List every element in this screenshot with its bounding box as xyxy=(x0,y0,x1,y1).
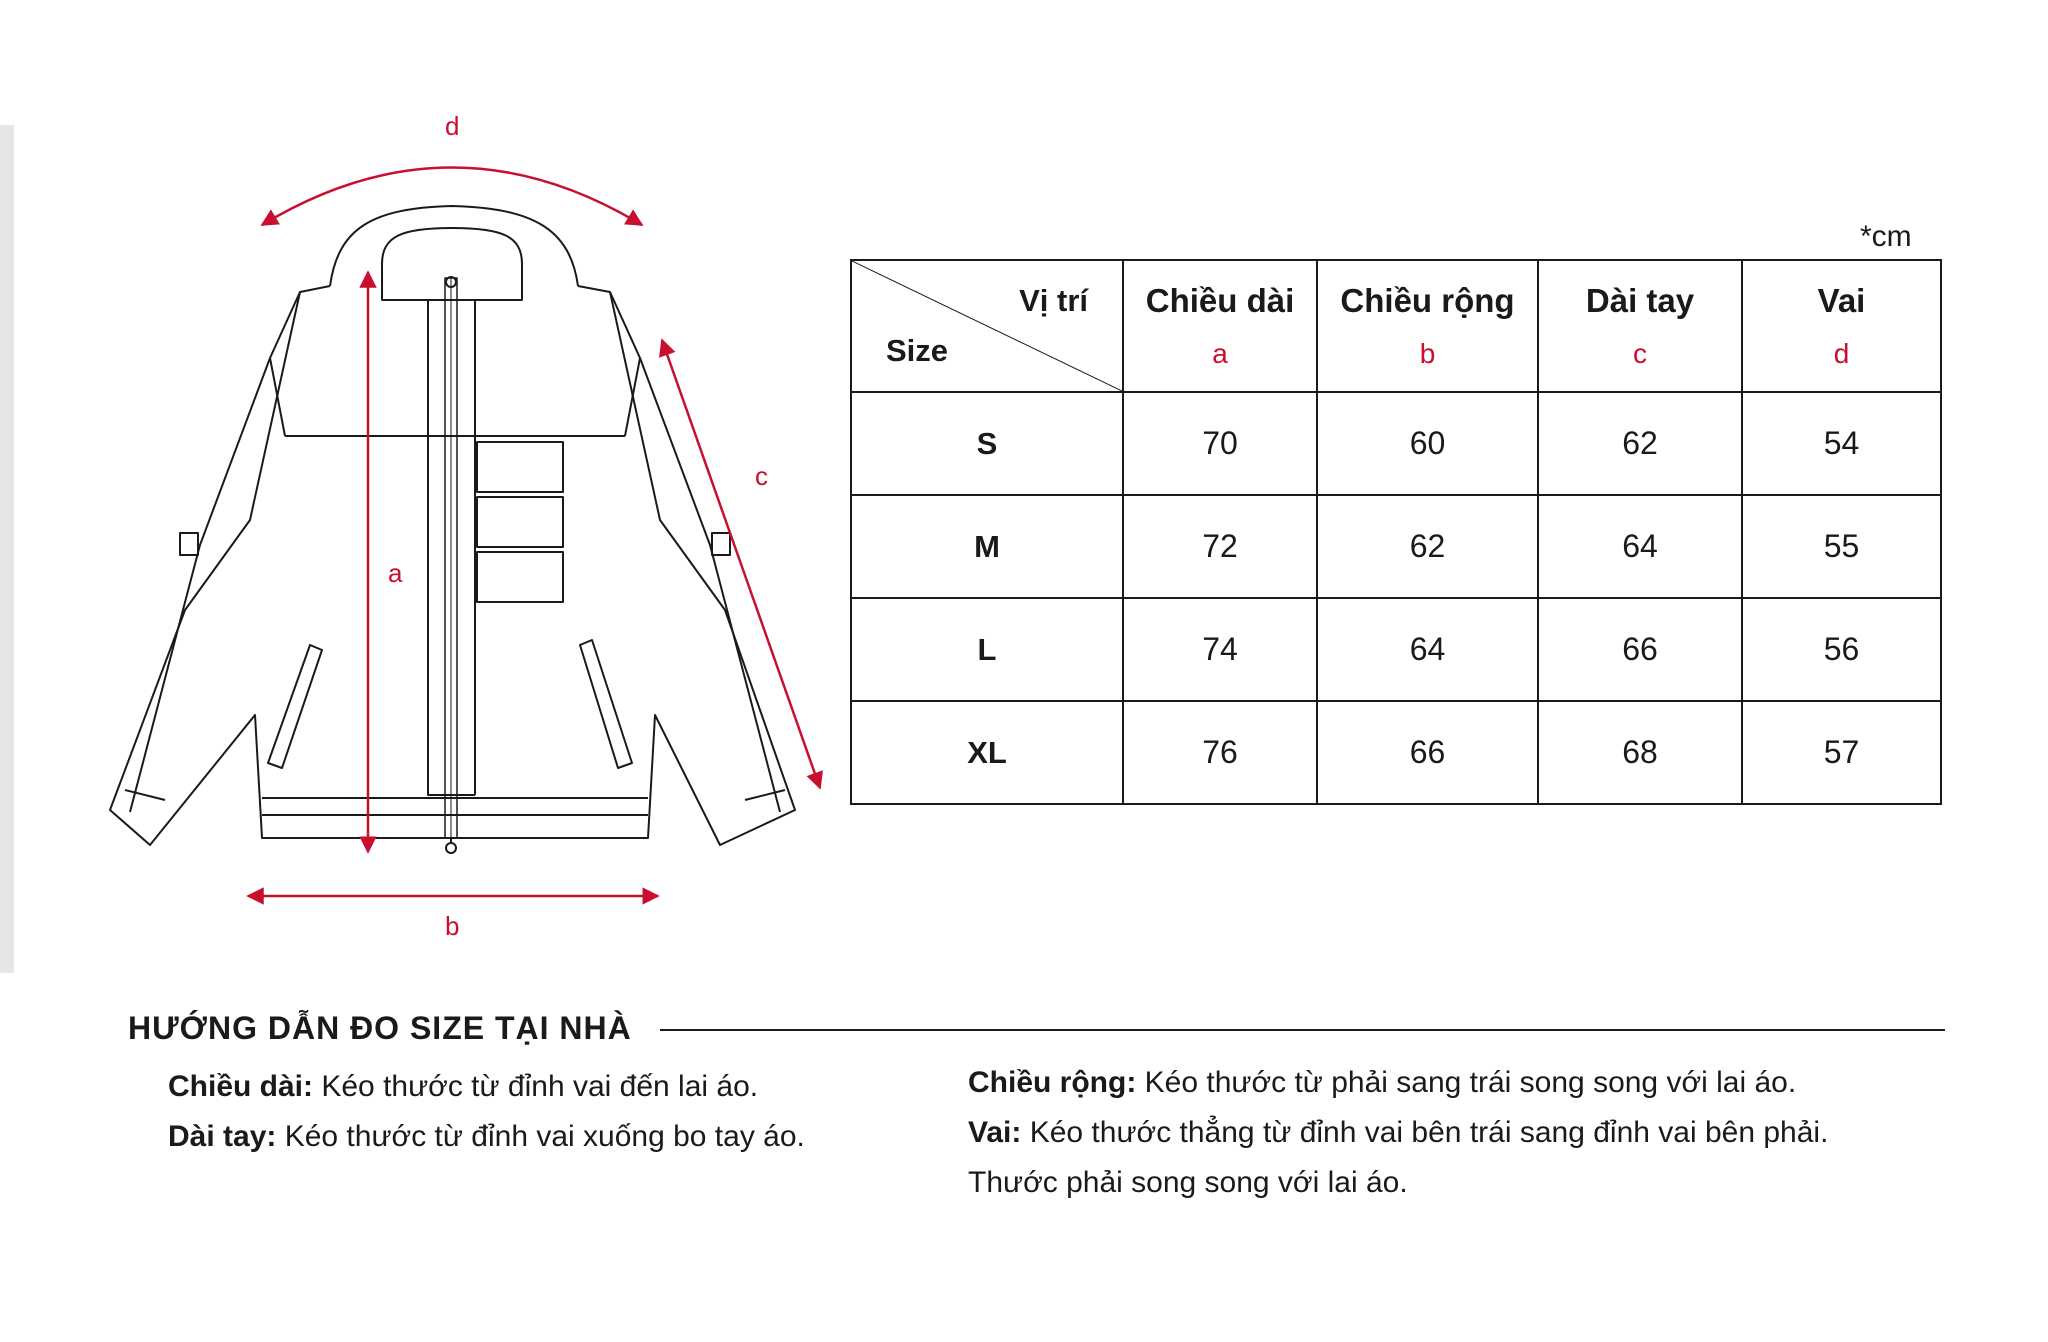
table-corner-cell xyxy=(851,260,1123,392)
jacket-outline xyxy=(110,206,795,853)
measure-lines xyxy=(248,168,820,897)
table-header-row xyxy=(851,260,1941,392)
value-cell: 66 xyxy=(1317,701,1538,804)
value-cell: 74 xyxy=(1123,598,1317,701)
value-cell: 60 xyxy=(1317,392,1538,495)
size-cell: S xyxy=(851,392,1123,495)
unit-note: *cm xyxy=(1860,220,1912,253)
value-cell: 56 xyxy=(1742,598,1941,701)
column-header-width: Chiều rộng b xyxy=(1317,260,1538,392)
value-cell: 55 xyxy=(1742,495,1941,598)
label-b: b xyxy=(445,911,460,941)
guide-item-sleeve: Dài tay: Kéo thước từ đỉnh vai xuống bo tay áo. xyxy=(168,1120,805,1153)
label-d: d xyxy=(445,111,460,141)
table-row xyxy=(851,392,1941,495)
size-cell: XL xyxy=(851,701,1123,804)
value-cell: 57 xyxy=(1742,701,1941,804)
guide-item-shoulder: Vai: Kéo thước thẳng từ đỉnh vai bên trái sang đỉnh vai bên phải. xyxy=(968,1116,1829,1149)
value-cell: 54 xyxy=(1742,392,1941,495)
table-row xyxy=(851,495,1941,598)
value-cell: 76 xyxy=(1123,701,1317,804)
value-cell: 68 xyxy=(1538,701,1742,804)
value-cell: 62 xyxy=(1538,392,1742,495)
guide-title: HƯỚNG DẪN ĐO SIZE TẠI NHÀ xyxy=(128,1010,632,1046)
value-cell: 66 xyxy=(1538,598,1742,701)
value-cell: 70 xyxy=(1123,392,1317,495)
label-a: a xyxy=(388,558,403,588)
measure-d-arrow xyxy=(262,168,642,226)
measure-c-arrow xyxy=(662,340,820,788)
corner-size-label: Size xyxy=(886,333,949,368)
size-cell: L xyxy=(851,598,1123,701)
column-header-sleeve: Dài tay c xyxy=(1538,260,1742,392)
column-header-length: Chiều dài a xyxy=(1123,260,1317,392)
value-cell: 72 xyxy=(1123,495,1317,598)
size-table xyxy=(850,259,1942,805)
value-cell: 62 xyxy=(1317,495,1538,598)
table-row xyxy=(851,701,1941,804)
value-cell: 64 xyxy=(1538,495,1742,598)
corner-position-label: Vị trí xyxy=(1019,283,1088,318)
guide-divider xyxy=(660,1029,1945,1031)
size-cell: M xyxy=(851,495,1123,598)
table-row xyxy=(851,598,1941,701)
column-header-shoulder: Vai d xyxy=(1742,260,1941,392)
guide-item-width: Chiều rộng: Kéo thước từ phải sang trái song song với lai áo. xyxy=(968,1066,1797,1099)
guide-item-length: Chiều dài: Kéo thước từ đỉnh vai đến lai áo. xyxy=(168,1070,759,1103)
label-c: c xyxy=(755,461,768,491)
guide-item-shoulder-note: Thước phải song song với lai áo. xyxy=(968,1166,1408,1199)
value-cell: 64 xyxy=(1317,598,1538,701)
